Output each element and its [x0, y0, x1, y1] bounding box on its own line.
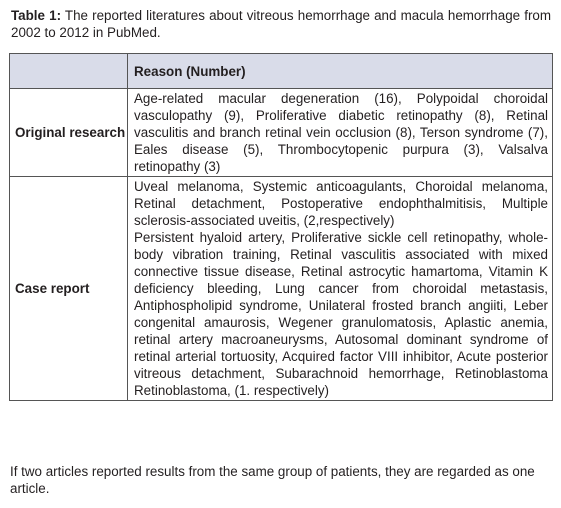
header-cell-reason: Reason (Number) — [128, 54, 553, 89]
table-row — [10, 89, 553, 177]
row-content-case-report — [128, 177, 553, 401]
caption-text: The reported literatures about vitreous hemorrhage and macula hemorrhage from 2002 to 2012 in PubMed. — [11, 8, 552, 40]
table-header-row — [10, 54, 553, 89]
literature-table — [9, 53, 553, 401]
reason-paragraph: Persistent hyaloid artery, Proliferative sickle cell retinopathy, whole-body vibration training, Retinal vasculitis associated with mixed connective tissue disease, Retinal astrocytic hamartoma, Vitamin K deficiency bleeding, Lung cancer from choroidal metastasis, Antiphospholipid syndrome, Unilateral frosted branch angiiti, Leber congenital amaurosis, Wegener granulomatosis, Aplastic anemia, retinal artery macroaneurysms, Autosomal dominant syndrome of retinal arterial tortuosity, Acquired factor VIII inhibitor, Acute posterior vitreous detachment, Subarachnoid hemorrhage, Retinoblastoma Retinoblastoma, (1. respectively) — [134, 230, 548, 398]
table-footnote: If two articles reported results from the same group of patients, they are regarded as one article. — [10, 464, 535, 496]
reason-paragraph: Age-related macular degeneration (16), Polypoidal choroidal vasculopathy (9), Proliferative diabetic retinopathy (8), Retinal vasculitis and branch retinal vein occlusion (8), Terson syndrome (7), Eales disease (5), Thrombocytopenic purpura (3), Valsalva retinopathy (3) — [134, 91, 548, 174]
row-label-original-research: Original research — [10, 89, 128, 177]
header-cell-empty — [10, 54, 128, 89]
caption-label: Table 1: — [11, 8, 62, 23]
row-content-original-research — [128, 89, 553, 177]
row-label-case-report: Case report — [10, 177, 128, 401]
reason-paragraph: Uveal melanoma, Systemic anticoagulants, Choroidal melanoma, Retinal detachment, Postoperative endophthalmitisis, Multiple sclerosis-associated uveitis, (2,respectively) — [134, 179, 548, 228]
table-caption — [11, 7, 551, 41]
table-row — [10, 177, 553, 401]
